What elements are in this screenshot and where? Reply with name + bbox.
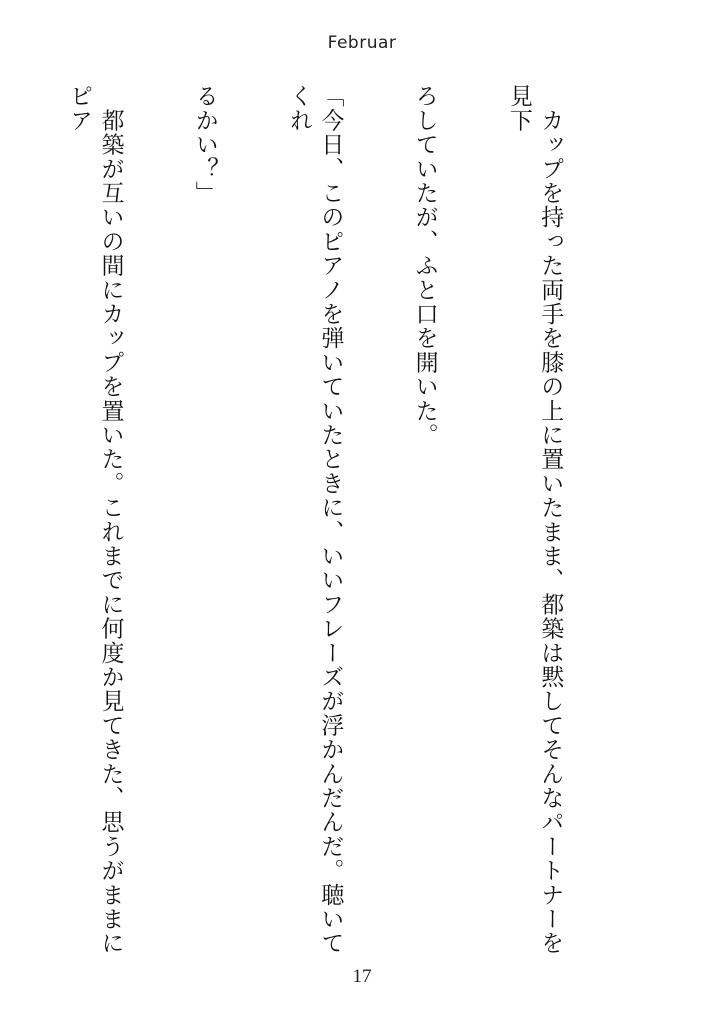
- text-line: 都築が互いの間にカップを置いた。これまでに何度か見てきた、思うがままにピア: [66, 84, 124, 956]
- text-line: るかい？」: [191, 84, 218, 205]
- running-header: Februar: [327, 33, 397, 53]
- page-number: 17: [352, 966, 372, 987]
- text-line: ろしていたが、ふと口を開いた。: [411, 84, 438, 447]
- text-line: 「今日、このピアノを弾いていたときに、いいフレーズが浮かんだんだ。聴いてくれ: [285, 84, 344, 956]
- text-line: カップを持った両手を膝の上に置いたまま、都築は黙してそんなパートナーを見下: [505, 84, 564, 956]
- vertical-body-text: [66, 84, 628, 974]
